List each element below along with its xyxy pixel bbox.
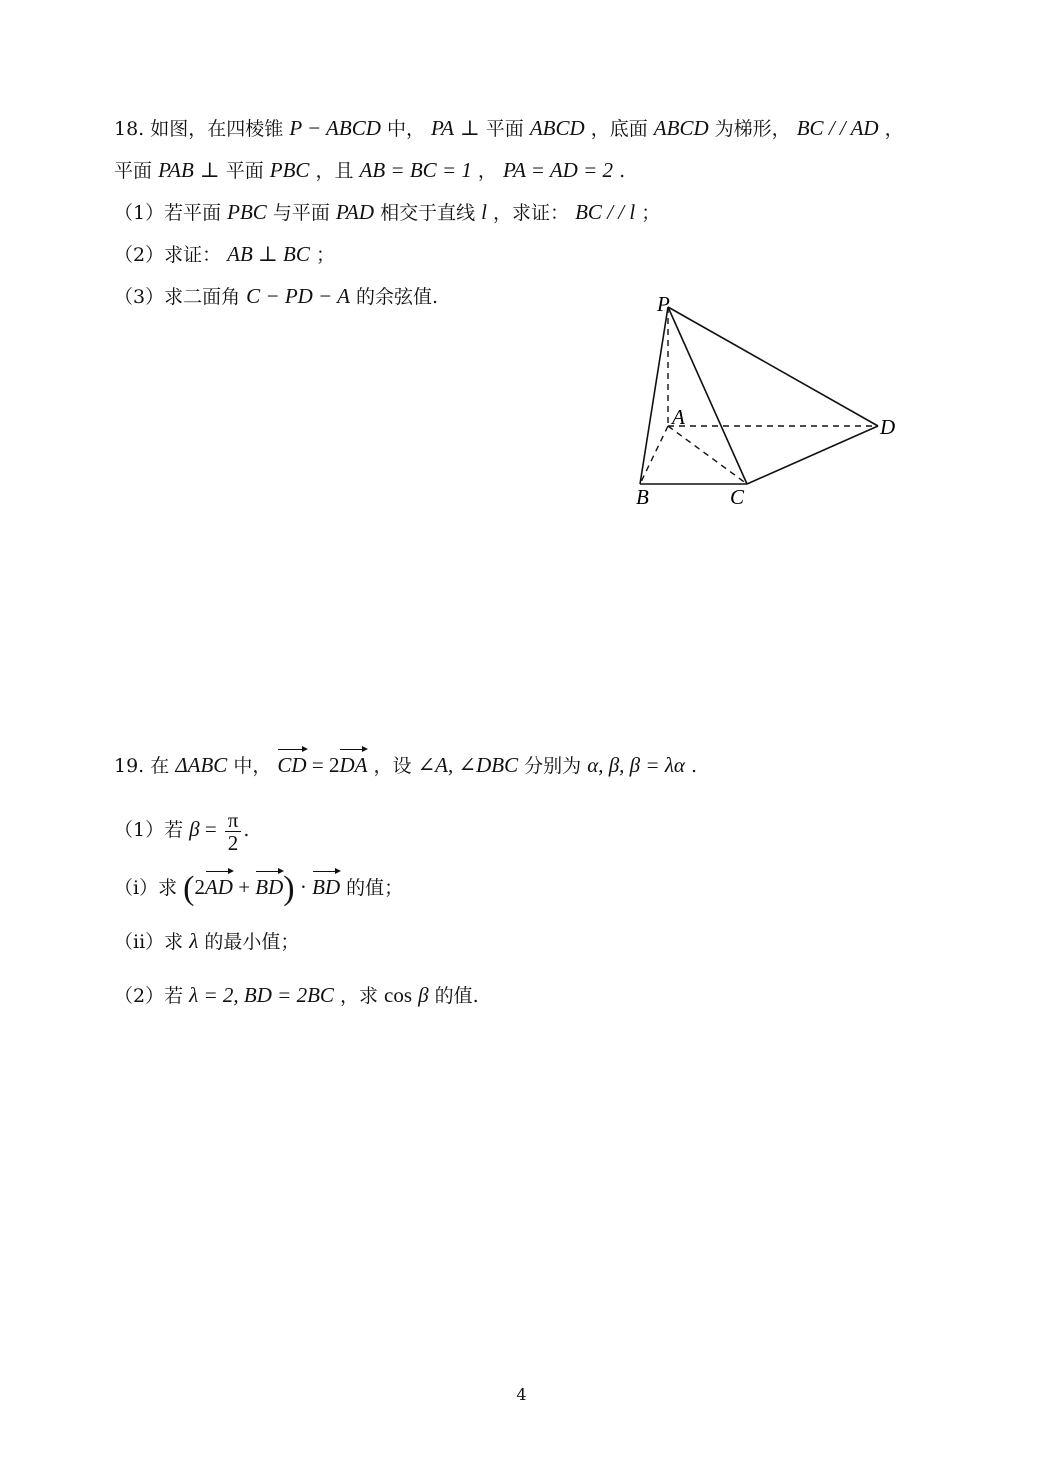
- math: PA: [431, 116, 454, 140]
- math: PBC: [269, 158, 310, 182]
- math: AB ⊥ BC: [227, 242, 310, 266]
- math: 2: [194, 875, 205, 899]
- math: PAD: [335, 200, 375, 224]
- math: C − PD − A: [246, 284, 350, 308]
- text: 平面: [114, 160, 153, 182]
- text: （1）若: [114, 819, 184, 841]
- numerator: π: [225, 809, 242, 832]
- edge-CD: [747, 426, 878, 484]
- vector-AD: AD: [205, 870, 233, 900]
- denominator: 2: [227, 830, 239, 855]
- edge-PD: [668, 307, 878, 426]
- paren-left: (: [183, 870, 195, 907]
- text: （2）若: [114, 985, 184, 1007]
- text: 平面: [225, 160, 264, 182]
- text: 为梯形，: [714, 118, 791, 140]
- text: ；: [315, 244, 335, 266]
- text: ；: [641, 202, 661, 224]
- text: 的值；: [346, 877, 404, 899]
- math: PBC: [227, 200, 267, 224]
- math: = 2: [306, 753, 340, 777]
- text: （3）求二面角: [114, 286, 241, 308]
- q18-part3: [114, 283, 438, 310]
- math: l: [481, 200, 487, 224]
- q19-sub-ii: [114, 928, 299, 955]
- q18-stem-line1: [114, 115, 904, 142]
- math: P − ABCD: [289, 116, 381, 140]
- text: 18. 如图，在四棱锥: [114, 118, 284, 140]
- vector-CD: CD: [277, 748, 306, 778]
- math: AB = BC = 1: [359, 158, 472, 182]
- math: α, β, β = λα: [587, 753, 685, 777]
- text: 平面: [485, 118, 524, 140]
- math: BC / / AD: [796, 116, 879, 140]
- perp-symbol: ⊥: [199, 158, 220, 182]
- text: ，底面: [590, 118, 648, 140]
- text: 分别为: [524, 755, 582, 777]
- math: λ: [189, 929, 199, 953]
- paren-right: ): [283, 870, 295, 907]
- label-D: D: [880, 415, 896, 439]
- math: PAB: [158, 158, 194, 182]
- math: ABCD: [529, 116, 585, 140]
- page-number: 4: [516, 1385, 527, 1404]
- text: ，求: [339, 985, 378, 1007]
- vector-DA: DA: [339, 748, 367, 778]
- text: ，且: [315, 160, 354, 182]
- math: ΔABC: [175, 753, 228, 777]
- label-C: C: [730, 485, 745, 509]
- q19-stem: [114, 748, 697, 779]
- text: 中，: [386, 118, 425, 140]
- math: cos: [384, 983, 413, 1007]
- math: +: [232, 875, 256, 899]
- edge-AC-hidden: [668, 426, 747, 484]
- text: （1）若平面: [114, 202, 222, 224]
- q19-part1: [114, 805, 249, 854]
- edge-PC: [668, 307, 747, 484]
- fraction-pi-over-2: [225, 809, 242, 854]
- vector-BD: BD: [255, 870, 283, 900]
- math: β: [189, 817, 200, 841]
- edge-PB: [640, 307, 668, 484]
- q18-part1: [114, 199, 660, 226]
- math: BC / / l: [575, 200, 636, 224]
- math: ABCD: [653, 116, 709, 140]
- q19-part2: [114, 982, 479, 1009]
- math: =: [199, 817, 217, 841]
- perp-symbol: ⊥: [460, 116, 480, 140]
- math: PA = AD = 2: [502, 158, 614, 182]
- math: λ = 2, BD = 2BC: [189, 983, 334, 1007]
- text: .: [619, 160, 626, 182]
- label-B: B: [636, 485, 649, 509]
- label-P: P: [657, 292, 670, 316]
- text: 中，: [233, 755, 272, 777]
- text: 的值.: [434, 985, 479, 1007]
- text: ，: [884, 118, 904, 140]
- math: ∠A, ∠DBC: [417, 753, 519, 777]
- math: ·: [294, 875, 313, 899]
- text: 的余弦值.: [355, 286, 439, 308]
- text: （ii）求: [114, 931, 184, 953]
- text: 相交于直线: [380, 202, 476, 224]
- text: 19. 在: [114, 755, 170, 777]
- text: ，求证：: [493, 202, 570, 224]
- label-A: A: [672, 405, 685, 429]
- text: .: [690, 755, 698, 777]
- text: ，: [477, 160, 497, 182]
- text: 的最小值；: [204, 931, 300, 953]
- q19-sub-i: [114, 870, 404, 907]
- q18-part2: [114, 241, 335, 268]
- text: （2）求证：: [114, 244, 222, 266]
- text: 与平面: [272, 202, 330, 224]
- text: .: [243, 819, 250, 841]
- pyramid-figure: [620, 285, 920, 515]
- text: ，设: [373, 755, 412, 777]
- math: β: [418, 983, 429, 1007]
- q18-stem-line2: [114, 157, 625, 184]
- text: （i）求: [114, 877, 178, 899]
- vector-BD: BD: [312, 870, 340, 900]
